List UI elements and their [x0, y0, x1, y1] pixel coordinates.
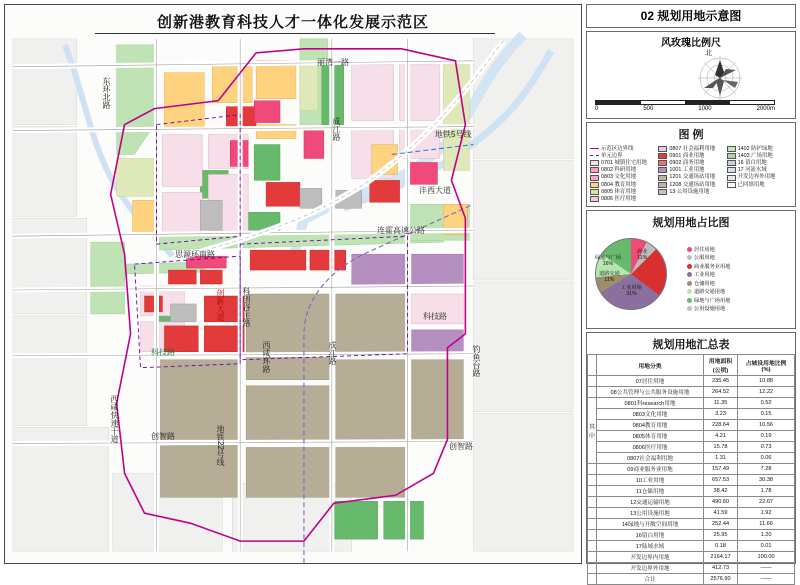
- legend-item: [590, 196, 655, 202]
- table-cell-category: 09商业服务业用地: [597, 464, 704, 475]
- table-cell-ratio: ——: [738, 563, 795, 574]
- table-cell-ratio: 10.88: [738, 376, 795, 387]
- legend-swatch: [658, 153, 667, 159]
- wind-rose-title: 风玫瑰比例尺: [661, 37, 721, 49]
- table-header-row: [588, 355, 795, 376]
- legend-swatch: [658, 160, 667, 166]
- map-label: 科技路: [423, 312, 447, 321]
- table-cell-ratio: 22.67: [738, 497, 795, 508]
- table-cell-category: 0807社会福利用地: [597, 453, 704, 464]
- pie-legend-item: [687, 288, 791, 295]
- table-cell-category: 开发边界外用地: [597, 563, 704, 574]
- map-label: 成江路: [328, 341, 337, 365]
- legend-item: [658, 189, 723, 195]
- table-cell-category: 0804教育用地: [597, 420, 704, 431]
- pie-legend-dot: [687, 264, 692, 269]
- legend-label: 示范区边界线: [601, 145, 634, 152]
- table-cell-category: 0803文化用地: [597, 409, 704, 420]
- table-cell-category: 0801科research用地: [597, 398, 704, 409]
- map-label: 创智路: [151, 432, 175, 441]
- table-rot-spacer: [588, 486, 597, 497]
- pie-legend-item: [687, 305, 791, 312]
- table-cell-ratio: 0.52: [738, 398, 795, 409]
- legend-label: 13 公用设施用地: [669, 188, 710, 195]
- scale-tick: 0: [595, 105, 599, 112]
- legend-item: [727, 153, 792, 159]
- table-row: [588, 574, 795, 585]
- table-cell-area: 11.35: [703, 398, 737, 409]
- scale-tick: 500: [643, 105, 654, 112]
- north-label: 北: [705, 49, 712, 57]
- table-row: [588, 508, 795, 519]
- table-rot-spacer: [588, 530, 597, 541]
- pie-legend-dot: [687, 247, 692, 252]
- map-label: 思源环南路: [175, 250, 215, 259]
- table-cell-ratio: 10.56: [738, 420, 795, 431]
- legend-label: 0701 城镇住宅用地: [601, 160, 647, 167]
- table-cell-area: 2576.90: [703, 574, 737, 585]
- table-cell-area: 3.23: [703, 409, 737, 420]
- table-cell-ratio: 0.73: [738, 442, 795, 453]
- legend-label: 开发边界外用地: [737, 174, 776, 181]
- legend-column-1: [590, 146, 655, 203]
- table-rot-spacer: [588, 497, 597, 508]
- pie-legend: [687, 234, 791, 324]
- legend-label: 0804 教育用地: [601, 181, 637, 188]
- table-cell-ratio: 1.20: [738, 530, 795, 541]
- legend-label: 1201 交通场站用地: [669, 174, 716, 181]
- scale-bar: [595, 100, 775, 112]
- map-label: 地铁22号线: [216, 425, 225, 466]
- map-label: 地铁5号线: [435, 130, 472, 139]
- map-canvas[interactable]: [5, 5, 581, 563]
- pie-panel: [586, 210, 796, 329]
- legend-swatch: [658, 189, 667, 195]
- table-row: [588, 541, 795, 552]
- table-cell-ratio: 30.38: [738, 475, 795, 486]
- table-cell-ratio: 0.06: [738, 453, 795, 464]
- table-rot-spacer: [588, 552, 597, 563]
- legend-swatch: [727, 160, 736, 166]
- legend-item: [590, 146, 655, 152]
- pie-slice-label: 绿地与广场 16%: [595, 255, 621, 267]
- legend-swatch: [590, 196, 599, 202]
- legend-item: [658, 182, 723, 188]
- map-panel[interactable]: [4, 4, 582, 564]
- pie-legend-item: [687, 271, 791, 278]
- pie-legend-label: 工业用地: [694, 272, 715, 279]
- table-row: [588, 530, 795, 541]
- table-rot-spacer: [588, 475, 597, 486]
- legend-label: 0803 文化用地: [601, 174, 637, 181]
- pie-legend-label: 绿地与广场用地: [694, 297, 731, 304]
- legend-label: 0902 商务用地: [669, 160, 705, 167]
- legend-item: [590, 174, 655, 180]
- table-column-header: 用地面积 (公顷): [703, 355, 737, 376]
- table-cell-ratio: 1.92: [738, 508, 795, 519]
- table-row: [588, 442, 795, 453]
- legend-item: [727, 182, 792, 188]
- table-cell-ratio: 0.01: [738, 541, 795, 552]
- sheet-title: 02 规划用地示意图: [586, 4, 796, 28]
- right-column: [586, 4, 796, 584]
- table-cell-area: 0.18: [703, 541, 737, 552]
- table-cell-category: 10工业用地: [597, 475, 704, 486]
- table-title: 规划用地汇总表: [652, 339, 730, 352]
- table-rot-spacer: [588, 563, 597, 574]
- table-rot-spacer: [588, 508, 597, 519]
- pie-legend-item: [687, 263, 791, 270]
- table-column-header: 占城设用地比例 (%): [738, 355, 795, 376]
- scale-tick: 1000: [698, 105, 712, 112]
- pie-legend-label: 商业服务业用地: [694, 263, 731, 270]
- table-cell-area: 38.42: [703, 486, 737, 497]
- map-label: 东环北路: [102, 77, 111, 109]
- table-body: [588, 376, 795, 585]
- table-row: [588, 486, 795, 497]
- legend-item: [727, 160, 792, 166]
- table-cell-area: 4.21: [703, 431, 737, 442]
- table-cell-area: 41.59: [703, 508, 737, 519]
- table-row: [588, 398, 795, 409]
- legend-swatch: [590, 155, 599, 156]
- map-label: 丽湾一路: [317, 58, 349, 67]
- wind-rose-panel: [586, 31, 796, 119]
- table-cell-category: 16留白用地: [597, 530, 704, 541]
- map-label: 西咸快速干道: [110, 395, 119, 443]
- wind-rose-diagram: [683, 48, 757, 106]
- map-label: 创新大道: [216, 289, 225, 321]
- pie-legend-item: [687, 246, 791, 253]
- table-row: [588, 464, 795, 475]
- legend-item: [658, 146, 723, 152]
- pie-legend-dot: [687, 289, 692, 294]
- table-cell-area: 235.45: [703, 376, 737, 387]
- legend-label: 0901 商业用地: [669, 152, 705, 159]
- legend-panel: [586, 122, 796, 208]
- pie-legend-label: 公服用地: [694, 255, 715, 262]
- legend-swatch: [658, 167, 667, 173]
- legend-item: [727, 167, 792, 173]
- legend-item: [658, 160, 723, 166]
- map-label: 钓鱼台路: [472, 345, 481, 377]
- table-cell-area: 1.31: [703, 453, 737, 464]
- table-cell-category: 17陆域水域: [597, 541, 704, 552]
- legend-label: 16 留白用地: [737, 160, 767, 167]
- scale-tick: 2000m: [756, 105, 775, 112]
- legend-swatch: [590, 160, 599, 166]
- summary-table: [587, 354, 795, 585]
- table-row: [588, 420, 795, 431]
- legend-item: [590, 182, 655, 188]
- table-cell-ratio: 0.19: [738, 431, 795, 442]
- table-rot-spacer: [588, 519, 597, 530]
- pie-chart: [591, 234, 683, 314]
- legend-item: [658, 153, 723, 159]
- pie-slice-label: 商业 11%: [637, 249, 648, 261]
- pie-legend-item: [687, 254, 791, 261]
- legend-swatch: [727, 146, 736, 152]
- table-cell-area: 2164.17: [703, 552, 737, 563]
- table-cell-ratio: 0.15: [738, 409, 795, 420]
- legend-swatch: [658, 146, 667, 152]
- table-rot-spacer: [588, 574, 597, 585]
- table-row: [588, 409, 795, 420]
- pie-legend-dot: [687, 272, 692, 277]
- legend-label: 1208 交通场站用地: [669, 181, 716, 188]
- legend-swatch: [658, 175, 667, 181]
- table-cell-area: 412.73: [703, 563, 737, 574]
- legend-label: 单元边界: [601, 152, 623, 159]
- table-cell-category: 14绿地与开敞空间用地: [597, 519, 704, 530]
- legend-item: [727, 146, 792, 152]
- legend-item: [658, 167, 723, 173]
- table-row: [588, 497, 795, 508]
- table-row: [588, 453, 795, 464]
- pie-legend-dot: [687, 298, 692, 303]
- table-column-header: 用地分类: [597, 355, 704, 376]
- table-cell-category: 0806医疗用地: [597, 442, 704, 453]
- table-cell-area: 490.60: [703, 497, 737, 508]
- pie-legend-item: [687, 297, 791, 304]
- map-label: 沣西大道: [419, 186, 451, 195]
- legend-swatch: [727, 182, 736, 188]
- pie-legend-dot: [687, 306, 692, 311]
- table-cell-ratio: 7.28: [738, 464, 795, 475]
- table-rot-header: [588, 355, 597, 376]
- legend-swatch: [727, 175, 736, 181]
- pie-legend-label: 公用设施用地: [694, 306, 726, 313]
- legend-item: [590, 189, 655, 195]
- pie-slice-label: 工业用地 31%: [621, 285, 642, 297]
- table-row: [588, 519, 795, 530]
- table-cell-ratio: 11.66: [738, 519, 795, 530]
- legend-title: 图 例: [678, 128, 704, 141]
- legend-column-2: [658, 146, 723, 203]
- legend-swatch: [590, 189, 599, 195]
- legend-swatch: [727, 153, 736, 159]
- table-row: [588, 376, 795, 387]
- map-label: 西咸环路: [262, 341, 271, 373]
- legend-label: 1402 防护绿地: [737, 145, 773, 152]
- legend-label: 17 河流水域: [737, 167, 767, 174]
- legend-label: 1403 广场用地: [737, 152, 773, 159]
- table-cell-category: 开发边界内用地: [597, 552, 704, 563]
- table-cell-ratio: 100.00: [738, 552, 795, 563]
- legend-label: 已回填用地: [737, 181, 765, 188]
- pie-legend-dot: [687, 255, 692, 260]
- table-cell-ratio: ——: [738, 574, 795, 585]
- table-row: [588, 431, 795, 442]
- table-cell-category: 11仓储用地: [597, 486, 704, 497]
- table-cell-category: 08公共管理与公共服务设施用地: [597, 387, 704, 398]
- legend-item: [590, 153, 655, 159]
- table-cell-area: 25.95: [703, 530, 737, 541]
- legend-swatch: [590, 175, 599, 181]
- title-divider: [95, 33, 495, 34]
- pie-legend-label: 道路交通用地: [694, 289, 726, 296]
- pie-legend-item: [687, 280, 791, 287]
- table-cell-category: 0805体育用地: [597, 431, 704, 442]
- legend-column-3: [727, 146, 792, 203]
- legend-item: [727, 174, 792, 180]
- legend-swatch: [590, 182, 599, 188]
- legend-swatch: [590, 148, 599, 149]
- pie-title: 规划用地占比图: [652, 217, 730, 230]
- table-row: [588, 387, 795, 398]
- legend-item: [590, 167, 655, 173]
- table-cell-area: 157.49: [703, 464, 737, 475]
- legend-label: 0802 科研用地: [601, 167, 637, 174]
- table-cell-ratio: 12.22: [738, 387, 795, 398]
- map-title: 创新港教育科技人才一体化发展示范区: [156, 14, 429, 31]
- table-rot-spacer: [588, 464, 597, 475]
- legend-swatch: [590, 167, 599, 173]
- table-cell-area: 657.53: [703, 475, 737, 486]
- table-row: [588, 475, 795, 486]
- table-cell-area: 228.64: [703, 420, 737, 431]
- table-cell-area: 15.78: [703, 442, 737, 453]
- table-rot-cell: 其 中: [588, 398, 597, 464]
- map-label: 创智路: [449, 442, 473, 451]
- table-rot-spacer: [588, 387, 597, 398]
- table-rot-spacer: [588, 376, 597, 387]
- table-cell-category: 13公用设施用地: [597, 508, 704, 519]
- legend-label: 0807 社会福利用地: [669, 145, 716, 152]
- pie-slice-label: 道路交通 11%: [599, 271, 620, 283]
- legend-item: [590, 160, 655, 166]
- table-row: [588, 552, 795, 563]
- table-cell-ratio: 1.78: [738, 486, 795, 497]
- table-row: [588, 563, 795, 574]
- table-cell-category: 12交通运输用地: [597, 497, 704, 508]
- map-label: 成江路: [332, 117, 341, 141]
- table-rot-spacer: [588, 541, 597, 552]
- map-label: 科创谷主路: [242, 287, 251, 327]
- table-cell-area: 252.44: [703, 519, 737, 530]
- legend-label: 0806 医疗用地: [601, 196, 637, 203]
- map-label: 连霍高速公路: [377, 226, 425, 235]
- pie-legend-label: 居住用地: [694, 246, 715, 253]
- summary-table-panel: [586, 332, 796, 584]
- table-cell-area: 264.52: [703, 387, 737, 398]
- legend-swatch: [658, 182, 667, 188]
- legend-swatch: [727, 167, 736, 173]
- legend-label: 1001 工业用地: [669, 167, 705, 174]
- table-cell-category: 合计: [597, 574, 704, 585]
- legend-label: 0805 体育用地: [601, 188, 637, 195]
- legend-item: [658, 174, 723, 180]
- map-label: 科技路: [151, 348, 175, 357]
- table-cell-category: 07居住用地: [597, 376, 704, 387]
- pie-legend-label: 仓储用地: [694, 280, 715, 287]
- pie-legend-dot: [687, 281, 692, 286]
